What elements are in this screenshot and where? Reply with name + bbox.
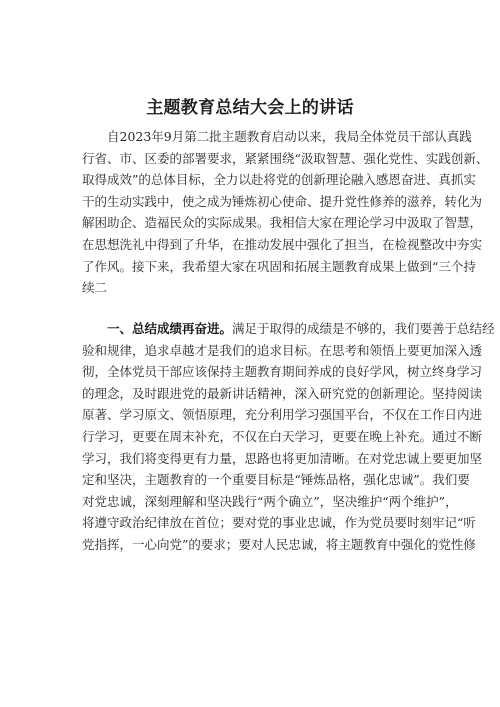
text-line: 党指挥，一心向党”的要求；要对人民忠诚，将主题教育中强化的党性修 [82,536,476,552]
text-line: 自2023年9月第二批主题教育启动以来，我局全体党员干部认真践 [107,129,472,144]
text-line: 定和坚决，主题教育的一个重要目标是“锤炼品格，强化忠诚”。我们要 [82,472,470,488]
text-line-with-heading [82,318,495,340]
text-line: 验和规律，追求卓越才是我们的追求目标。在思考和领悟上要更加深入透 [82,342,483,358]
text-line: 续二 [82,280,108,296]
text-line: 将遵守政治纪律放在首位；要对党的事业忠诚，作为党员要时刻牢记“听 [82,515,476,531]
text-line: 解困助企、造福民众的实际成果。我相信大家在理论学习中汲取了智慧， [82,215,483,231]
text-line: 彻，全体党员干部应该保持主题教育期间养成的良好学风，树立终身学习 [82,364,483,380]
text-line: 取得成效”的总体目标，全力以赴将党的创新理论融入感恩奋进、真抓实 [82,172,476,188]
document-title: 主题教育总结大会上的讲话 [146,98,354,118]
text-line: 行省、市、区委的部署要求，紧紧围绕“汲取智慧、强化党性、实践创新、 [82,150,489,166]
section-heading: 一、总结成绩再奋进。 [107,321,233,336]
paragraph-section-one [82,318,495,556]
text-line: 行学习，更要在周末补充，不仅在白天学习，更要在晚上补充。通过不断 [82,428,483,444]
text-fragment: 满足于取得的成绩是不够的，我们要善于总结经 [232,321,495,336]
paragraph-intro [82,126,489,299]
text-line: 干的生动实践中，使之成为锤炼初心使命、提升党性修养的滋养，转化为 [82,193,483,209]
text-line: 的理念，及时跟进党的最新讲话精神，深入研究党的创新理论。坚持阅读 [82,385,483,401]
text-line: 学习，我们将变得更有力量，思路也将更加清晰。在对党忠诚上要更加坚 [82,450,483,466]
text-line: 原著、学习原文、领悟原理，充分利用学习强国平台，不仅在工作日内进 [82,407,483,423]
text-line: 对党忠诚，深刻理解和坚决践行“两个确立”，坚决维护“两个维护”， [82,493,458,509]
text-line: 在思想洗礼中得到了升华，在推动发展中强化了担当，在检视整改中夯实 [82,236,483,252]
text-line: 了作风。接下来，我希望大家在巩固和拓展主题教育成果上做到“三个持 [82,258,476,274]
